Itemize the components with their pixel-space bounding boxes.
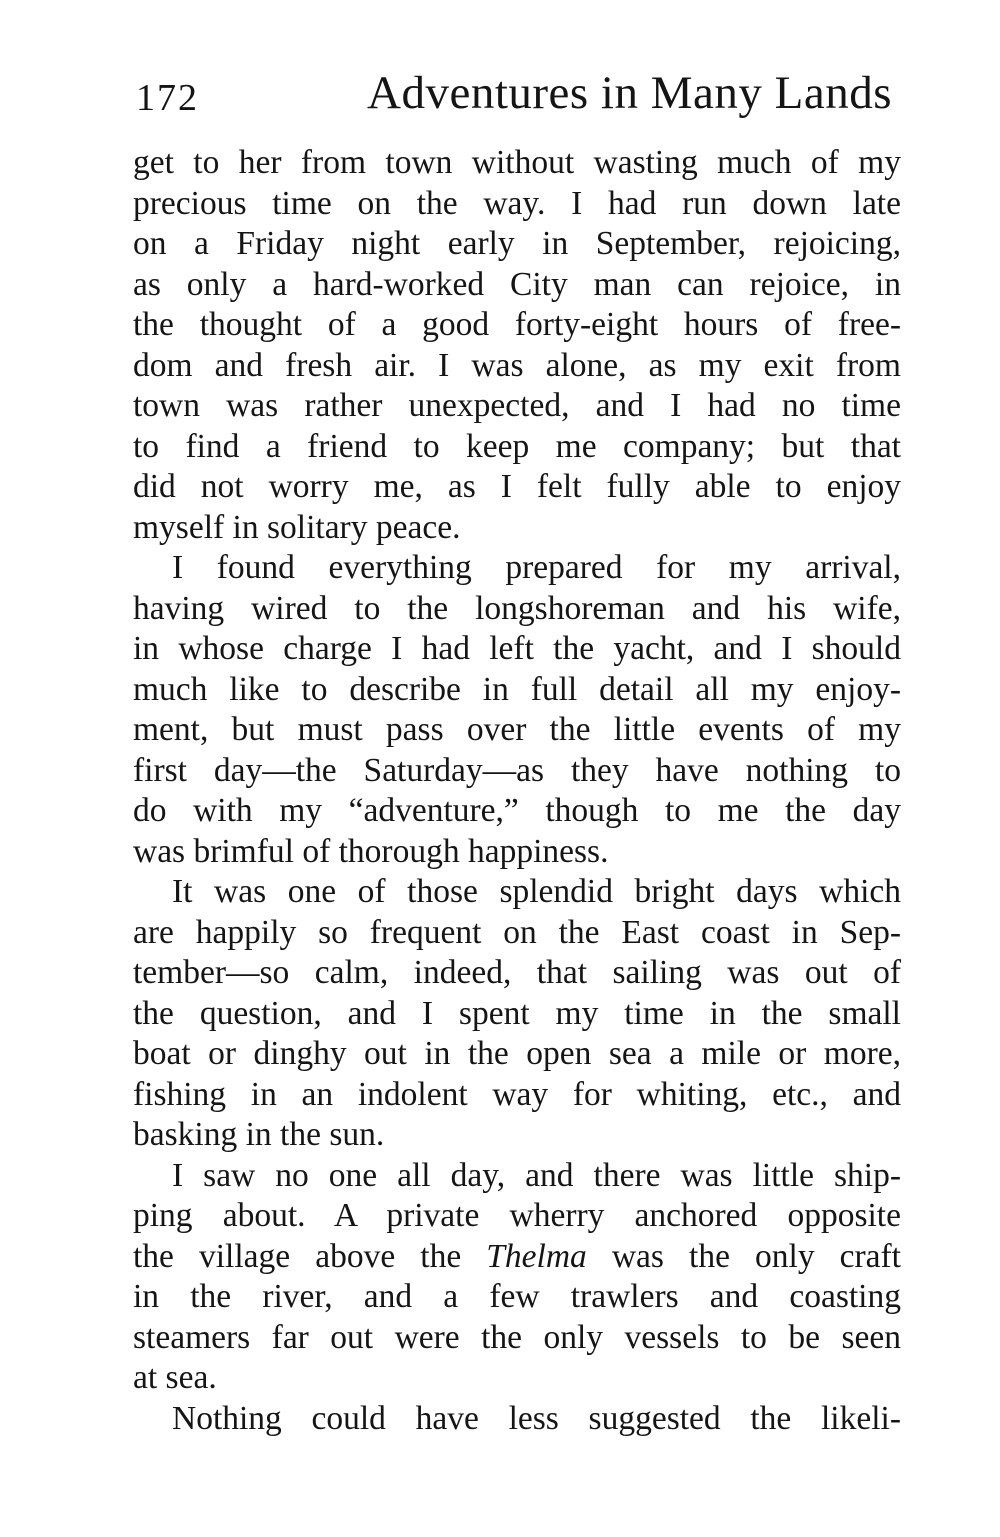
text-line [133, 751, 901, 792]
italic-ship-name: Thelma [486, 1237, 587, 1275]
text-segment: do with my “adventure,” though to me the day [133, 792, 901, 829]
text-segment: in the river, and a few trawlers and coasting [133, 1278, 901, 1315]
text-line [133, 305, 901, 346]
text-segment: ment, but must pass over the little events of my [133, 711, 901, 748]
text-line [133, 467, 901, 508]
text-segment: having wired to the longshoreman and his wife, [133, 589, 901, 627]
text-segment: as only a hard-worked City man can rejoice, in [133, 265, 901, 303]
text-segment: dom and fresh air. I was alone, as my exit from [133, 346, 901, 384]
running-title: Adventures in Many Lands [367, 67, 892, 119]
text-line [133, 1277, 901, 1318]
text-segment: basking in the sun. [133, 1116, 385, 1153]
text-segment: fishing in an indolent way for whiting, etc., and [133, 1075, 901, 1113]
text-line [133, 589, 901, 630]
text-line [133, 1115, 901, 1156]
text-segment: I saw no one all day, and there was little ship- [172, 1156, 901, 1194]
text-segment: town was rather unexpected, and I had no time [133, 387, 901, 424]
text-line [133, 1196, 901, 1237]
paragraph [133, 872, 901, 1156]
paragraph [133, 548, 901, 872]
text-segment: ping about. A private wherry anchored opposite [133, 1197, 901, 1234]
text-segment: are happily so frequent on the East coast in Sep- [133, 913, 901, 951]
text-segment: the thought of a good forty-eight hours of free- [133, 306, 901, 343]
text-segment: the question, and I spent my time in the small [133, 994, 901, 1032]
text-segment: did not worry me, as I felt fully able to enjoy [133, 468, 901, 505]
text-line [133, 670, 901, 711]
text-segment: get to her from town without wasting much of my [133, 144, 901, 181]
text-segment: I found everything prepared for my arrival, [172, 549, 901, 586]
paragraph [133, 143, 901, 548]
text-line [133, 1318, 901, 1359]
text-line [133, 710, 901, 751]
text-line [133, 1237, 901, 1278]
text-segment: Nothing could have less suggested the likeli- [172, 1399, 901, 1437]
text-segment: on a Friday night early in September, rejoicing, [133, 225, 901, 262]
text-line [133, 265, 901, 306]
page-body [133, 143, 901, 1439]
text-line [133, 913, 901, 954]
running-header [136, 66, 892, 122]
text-line [133, 994, 901, 1035]
text-line [133, 832, 901, 873]
text-line [133, 1034, 901, 1075]
text-segment: It was one of those splendid bright days which [172, 873, 901, 910]
text-line [133, 386, 901, 427]
page-number: 172 [136, 77, 199, 119]
text-segment: to find a friend to keep me company; but that [133, 427, 901, 465]
paragraph [133, 1399, 901, 1440]
text-line [133, 791, 901, 832]
text-segment: precious time on the way. I had run down late [133, 184, 901, 222]
text-line [133, 1358, 901, 1399]
text-segment: in whose charge I had left the yacht, and I should [133, 630, 901, 667]
text-line [133, 1156, 901, 1197]
text-line [133, 508, 901, 549]
text-line [133, 872, 901, 913]
text-segment: steamers far out were the only vessels to be seen [133, 1318, 901, 1356]
text-segment: much like to describe in full detail all my enjoy- [133, 670, 901, 708]
text-segment: first day—the Saturday—as they have nothing to [133, 751, 901, 789]
text-line [133, 184, 901, 225]
text-line [133, 1075, 901, 1116]
text-line [133, 1399, 901, 1440]
text-line [133, 548, 901, 589]
text-segment: was the only craft [586, 1237, 901, 1275]
text-segment: myself in solitary peace. [133, 508, 461, 546]
text-line [133, 224, 901, 265]
text-line [133, 346, 901, 387]
text-segment: at sea. [133, 1359, 217, 1396]
text-segment: the village above the [133, 1237, 487, 1275]
text-line [133, 143, 901, 184]
text-line [133, 953, 901, 994]
text-segment: was brimful of thorough happiness. [133, 832, 609, 870]
text-segment: tember—so calm, indeed, that sailing was out of [133, 954, 901, 991]
text-segment: boat or dinghy out in the open sea a mile or more, [133, 1035, 901, 1072]
paragraph [133, 1156, 901, 1399]
text-line [133, 629, 901, 670]
text-line [133, 427, 901, 468]
